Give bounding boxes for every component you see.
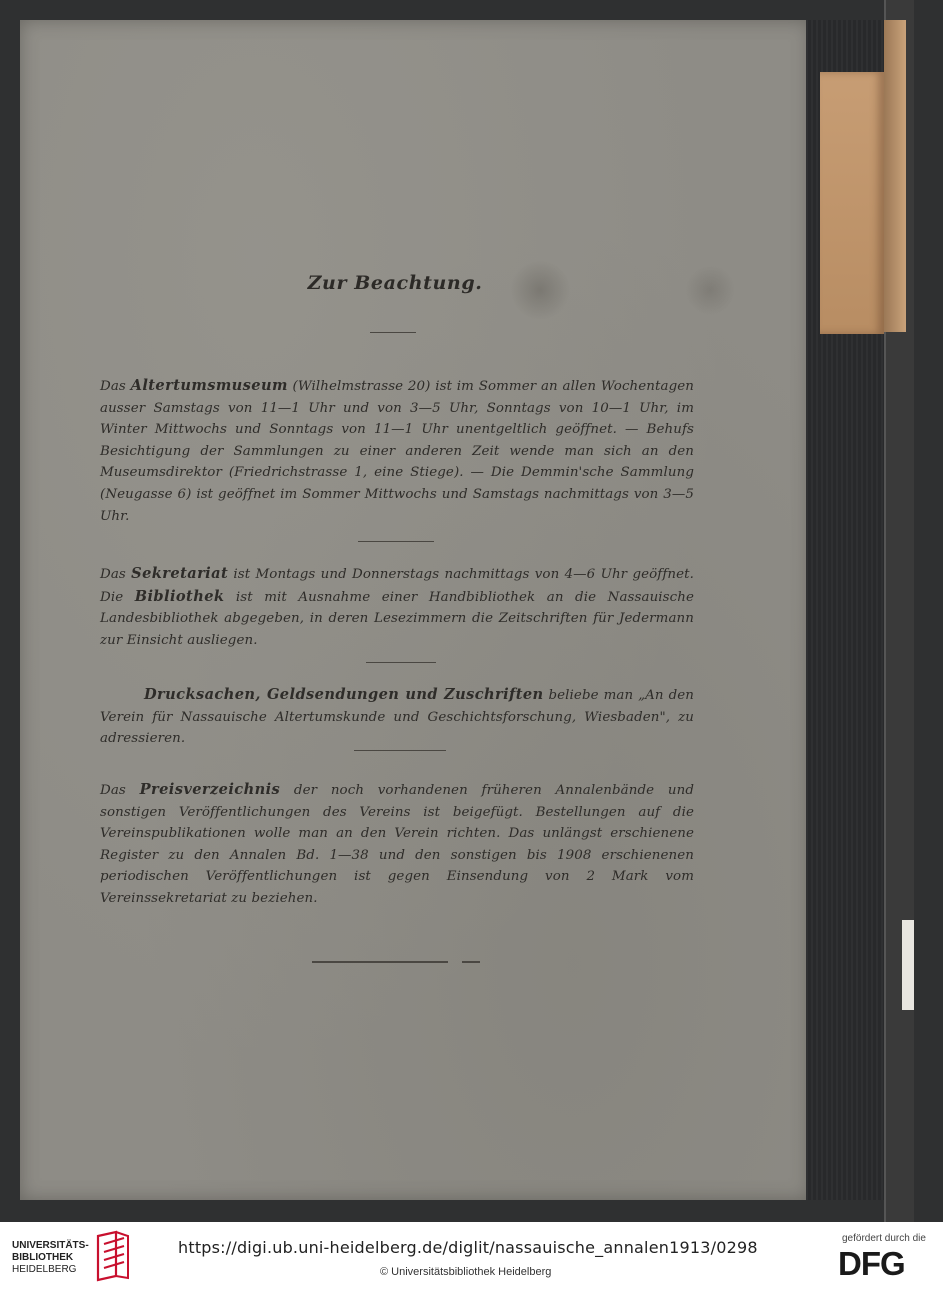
library-logo-icon[interactable] <box>94 1230 130 1282</box>
paragraph-sekretariat <box>100 563 694 651</box>
divider <box>358 541 434 542</box>
paragraph-drucksachen <box>100 684 694 750</box>
dfg-logo[interactable]: DFG <box>838 1245 905 1282</box>
spine-label-edge <box>884 20 906 332</box>
library-name-line1: UNIVERSITÄTS- <box>12 1240 89 1251</box>
divider <box>354 750 446 751</box>
bold-preisverzeichnis: Preisverzeichnis <box>139 781 281 798</box>
text-lead: Das <box>100 567 132 582</box>
library-logo-text[interactable] <box>12 1240 98 1276</box>
end-rule-short <box>462 961 480 963</box>
end-rule <box>312 961 448 963</box>
library-name-line3: HEIDELBERG <box>12 1264 77 1275</box>
spine-label <box>820 72 884 334</box>
text-mid: ist Montags und Donnerstags nachmittags von 4—6 Uhr geöffnet. Die <box>100 567 695 605</box>
permalink-url[interactable]: https://digi.ub.uni-heidelberg.de/diglit/nassauische_annalen1913/0298 <box>178 1238 758 1257</box>
text-rest: ist mit Ausnahme einer Handbibliothek an die Nassauische Landesbibliothek abgegeben, in deren Lesezimmern die Zeitschriften für Jedermann zur Einsicht ausliegen. <box>100 589 694 648</box>
library-name-line2: BIBLIOTHEK <box>12 1252 74 1263</box>
bold-altertumsmuseum: Altertumsmuseum <box>130 377 288 394</box>
page-title: Zur Beachtung. <box>307 272 483 294</box>
text-rest: der noch vorhandenen früheren Annalenbände und sonstigen Veröffentlichungen des Vereins ist beigefügt. Bestellungen auf die Vereinspublikationen wolle man an den Verein richten. Das unlängst erschienene Register zu den Annalen Bd. 1—38 und den sonstigen bis 1908 erschienenen periodischen Veröffentlichungen ist gegen Einsendung von 2 Mark vom Vereinssekretariat zu beziehen. <box>100 783 694 906</box>
bold-sekretariat: Sekretariat <box>131 565 229 582</box>
text-lead: Das <box>100 783 140 798</box>
paper-tab <box>902 920 914 1010</box>
copyright-text: © Universitätsbibliothek Heidelberg <box>380 1266 552 1278</box>
divider <box>370 332 416 333</box>
divider <box>366 662 436 663</box>
text-lead: Das <box>100 379 131 394</box>
bold-bibliothek: Bibliothek <box>134 587 225 605</box>
funded-by-label: gefördert durch die <box>842 1233 926 1244</box>
text-rest: (Wilhelmstrasse 20) ist im Sommer an allen Wochentagen ausser Samstags von 11—1 Uhr und von 3—5 Uhr, Sonntags von 10—1 Uhr, im Winter Mittwochs und Sonntags von 11—1 Uhr unentgeltlich geöffnet. — Behufs Besichtigung der Sammlungen zu einer anderen Zeit wende man sich an den Museumsdirektor (Friedrichstrasse 1, eine Stiege). — Die Demmin'sche Sammlung (Neugasse 6) ist geöffnet im Sommer Mittwochs und Samstags nachmittags von 3—5 Uhr. <box>100 379 695 524</box>
text-rest: beliebe man „An den Verein für Nassauische Altertumskunde und Geschichtsforschung, Wiesbaden", zu adressieren. <box>100 688 694 747</box>
paragraph-museum <box>100 375 694 527</box>
paragraph-preisverzeichnis <box>100 779 694 910</box>
bold-drucksachen: Drucksachen, Geldsendungen und Zuschriften <box>144 686 544 703</box>
